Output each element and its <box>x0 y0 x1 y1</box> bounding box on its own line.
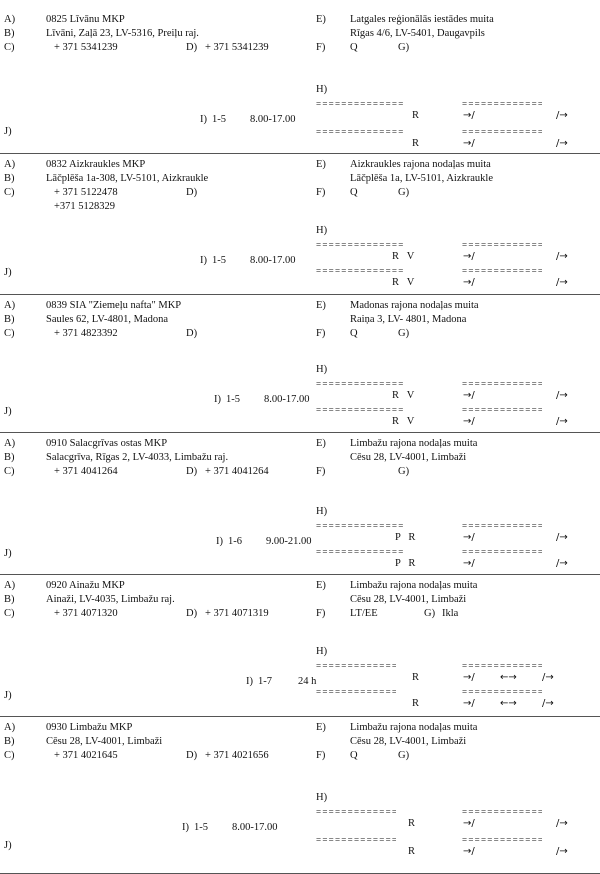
label-g: G) <box>398 42 410 53</box>
g-value: Ikla <box>442 608 459 619</box>
label-b: B) <box>4 314 15 325</box>
checkpoint-name: 0839 SIA "Ziemeļu nafta" MKP <box>46 300 182 311</box>
label-e: E) <box>316 722 326 733</box>
separator-line: = = = = = = = = = = = = = <box>316 836 397 844</box>
traffic-codes: R V <box>392 251 415 262</box>
arrow-out-icon: /→ <box>556 416 568 427</box>
label-i: I) <box>214 394 221 405</box>
traffic-codes: R V <box>392 390 415 401</box>
separator-line: = = = = = = = = = = = = = <box>462 100 543 108</box>
checkpoint-name: 0825 Līvānu MKP <box>46 14 125 25</box>
label-c: C) <box>4 42 15 53</box>
label-a: A) <box>4 438 16 449</box>
working-hours: 8.00-17.00 <box>264 394 310 405</box>
checkpoint-entry <box>0 8 600 154</box>
separator-line: = = = = = = = = = = = = = <box>462 662 543 670</box>
checkpoint-address: Salacgrīva, Rīgas 2, LV-4033, Limbažu raj. <box>46 452 229 463</box>
arrow-in-icon: →/ <box>463 818 475 829</box>
f-value: Q <box>350 750 358 761</box>
separator-line: = = = = = = = = = = = = = = <box>316 128 403 136</box>
fax: + 371 5341239 <box>205 42 269 53</box>
separator-line: = = = = = = = = = = = = = = <box>316 267 403 275</box>
checkpoint-entry <box>0 574 600 717</box>
customs-office-name: Aizkraukles rajona nodaļas muita <box>350 159 491 170</box>
arrow-both-icon: ←→ <box>500 698 517 709</box>
label-g: G) <box>424 608 436 619</box>
label-b: B) <box>4 173 15 184</box>
traffic-codes: R <box>408 818 416 829</box>
working-days: 1-6 <box>228 536 242 547</box>
label-c: C) <box>4 187 15 198</box>
separator-line: = = = = = = = = = = = = = = <box>316 241 403 249</box>
customs-office-address: Cēsu 28, LV-4001, Limbaži <box>350 594 467 605</box>
working-days: 1-7 <box>258 676 272 687</box>
separator-line: = = = = = = = = = = = = = <box>316 662 397 670</box>
arrow-in-icon: →/ <box>463 277 475 288</box>
arrow-out-icon: /→ <box>556 818 568 829</box>
separator-line: = = = = = = = = = = = = = <box>462 548 543 556</box>
phone: + 371 5341239 <box>54 42 118 53</box>
fax: + 371 4041264 <box>205 466 269 477</box>
customs-office-address: Lāčplēša 1a, LV-5101, Aizkraukle <box>350 173 493 184</box>
label-d: D) <box>186 42 198 53</box>
working-hours: 8.00-17.00 <box>232 822 278 833</box>
separator-line: = = = = = = = = = = = = = = <box>316 522 403 530</box>
customs-office-address: Cēsu 28, LV-4001, Limbaži <box>350 452 467 463</box>
label-j: J) <box>4 126 12 137</box>
f-value: Q <box>350 328 358 339</box>
customs-office-address: Cēsu 28, LV-4001, Limbaži <box>350 736 467 747</box>
arrow-out-icon: /→ <box>556 558 568 569</box>
arrow-in-icon: →/ <box>463 698 475 709</box>
checkpoint-name: 0930 Limbažu MKP <box>46 722 133 733</box>
separator-line: = = = = = = = = = = = = = <box>462 380 543 388</box>
checkpoint-address: Lāčplēša 1a-308, LV-5101, Aizkraukle <box>46 173 209 184</box>
working-hours: 8.00-17.00 <box>250 255 296 266</box>
phone-secondary: +371 5128329 <box>54 201 116 212</box>
label-j: J) <box>4 690 12 701</box>
customs-office-address: Rīgas 4/6, LV-5401, Daugavpils <box>350 28 485 39</box>
label-g: G) <box>398 750 410 761</box>
label-e: E) <box>316 438 326 449</box>
working-hours: 9.00-21.00 <box>266 536 312 547</box>
label-i: I) <box>246 676 253 687</box>
label-g: G) <box>398 466 410 477</box>
checkpoint-address: Līvāni, Zaļā 23, LV-5316, Preiļu raj. <box>46 28 199 39</box>
label-e: E) <box>316 159 326 170</box>
label-f: F) <box>316 328 326 339</box>
checkpoint-address: Ainaži, LV-4035, Limbažu raj. <box>46 594 175 605</box>
checkpoint-entry <box>0 432 600 575</box>
customs-office-name: Limbažu rajona nodaļas muita <box>350 580 478 591</box>
separator-line: = = = = = = = = = = = = = = <box>316 548 403 556</box>
phone: + 371 5122478 <box>54 187 118 198</box>
checkpoint-name: 0832 Aizkraukles MKP <box>46 159 146 170</box>
arrow-in-icon: →/ <box>463 138 475 149</box>
separator-line: = = = = = = = = = = = = = <box>316 688 397 696</box>
label-h: H) <box>316 506 328 517</box>
label-e: E) <box>316 14 326 25</box>
label-e: E) <box>316 580 326 591</box>
label-a: A) <box>4 300 16 311</box>
label-d: D) <box>186 187 198 198</box>
label-j: J) <box>4 267 12 278</box>
label-a: A) <box>4 722 16 733</box>
separator-line: = = = = = = = = = = = = = = <box>316 406 403 414</box>
arrow-in-icon: →/ <box>463 110 475 121</box>
label-a: A) <box>4 580 16 591</box>
label-d: D) <box>186 750 198 761</box>
label-b: B) <box>4 452 15 463</box>
checkpoint-address: Saules 62, LV-4801, Madona <box>46 314 169 325</box>
arrow-out-icon: /→ <box>556 277 568 288</box>
label-f: F) <box>316 466 326 477</box>
traffic-codes: R <box>412 138 420 149</box>
arrow-out-icon: /→ <box>556 110 568 121</box>
arrow-in-icon: →/ <box>463 390 475 401</box>
arrow-both-icon: ←→ <box>500 672 517 683</box>
f-value: LT/EE <box>350 608 378 619</box>
separator-line: = = = = = = = = = = = = = <box>462 688 543 696</box>
separator-line: = = = = = = = = = = = = = <box>316 808 397 816</box>
label-f: F) <box>316 42 326 53</box>
arrow-in-icon: →/ <box>463 416 475 427</box>
separator-line: = = = = = = = = = = = = = = <box>316 380 403 388</box>
label-h: H) <box>316 646 328 657</box>
separator-line: = = = = = = = = = = = = = <box>462 128 543 136</box>
checkpoint-entry <box>0 153 600 295</box>
arrow-in-icon: →/ <box>463 672 475 683</box>
checkpoint-entry <box>0 716 600 874</box>
arrow-out-icon: /→ <box>556 138 568 149</box>
label-c: C) <box>4 750 15 761</box>
arrow-out-icon: /→ <box>556 390 568 401</box>
label-g: G) <box>398 328 410 339</box>
label-c: C) <box>4 328 15 339</box>
traffic-codes: R <box>412 698 420 709</box>
working-days: 1-5 <box>212 255 226 266</box>
phone: + 371 4021645 <box>54 750 118 761</box>
working-hours: 24 h <box>298 676 317 687</box>
checkpoint-address: Cēsu 28, LV-4001, Limbaži <box>46 736 163 747</box>
label-h: H) <box>316 225 328 236</box>
fax: + 371 4071319 <box>205 608 269 619</box>
customs-office-name: Limbažu rajona nodaļas muita <box>350 722 478 733</box>
separator-line: = = = = = = = = = = = = = <box>462 406 543 414</box>
separator-line: = = = = = = = = = = = = = <box>462 241 543 249</box>
working-days: 1-5 <box>194 822 208 833</box>
traffic-codes: R <box>408 846 416 857</box>
label-j: J) <box>4 406 12 417</box>
checkpoint-name: 0920 Ainažu MKP <box>46 580 125 591</box>
phone: + 371 4041264 <box>54 466 118 477</box>
label-h: H) <box>316 792 328 803</box>
arrow-out-icon: /→ <box>556 846 568 857</box>
phone: + 371 4071320 <box>54 608 118 619</box>
arrow-out-icon: /→ <box>542 672 554 683</box>
traffic-codes: R <box>412 110 420 121</box>
traffic-codes: R V <box>392 277 415 288</box>
checkpoint-name: 0910 Salacgrīvas ostas MKP <box>46 438 168 449</box>
traffic-codes: R V <box>392 416 415 427</box>
traffic-codes: P R <box>395 558 416 569</box>
separator-line: = = = = = = = = = = = = = <box>462 522 543 530</box>
arrow-out-icon: /→ <box>556 532 568 543</box>
label-h: H) <box>316 84 328 95</box>
checkpoint-entry <box>0 294 600 433</box>
separator-line: = = = = = = = = = = = = = = <box>316 100 403 108</box>
separator-line: = = = = = = = = = = = = = <box>462 836 543 844</box>
arrow-in-icon: →/ <box>463 251 475 262</box>
label-f: F) <box>316 608 326 619</box>
label-a: A) <box>4 14 16 25</box>
label-b: B) <box>4 594 15 605</box>
label-b: B) <box>4 28 15 39</box>
fax: + 371 4021656 <box>205 750 269 761</box>
label-h: H) <box>316 364 328 375</box>
label-d: D) <box>186 328 198 339</box>
arrow-in-icon: →/ <box>463 558 475 569</box>
customs-office-address: Raiņa 3, LV- 4801, Madona <box>350 314 467 325</box>
traffic-codes: R <box>412 672 420 683</box>
traffic-codes: P R <box>395 532 416 543</box>
working-days: 1-5 <box>226 394 240 405</box>
arrow-in-icon: →/ <box>463 846 475 857</box>
arrow-in-icon: →/ <box>463 532 475 543</box>
working-days: 1-5 <box>212 114 226 125</box>
f-value: Q <box>350 187 358 198</box>
label-f: F) <box>316 750 326 761</box>
label-j: J) <box>4 548 12 559</box>
label-i: I) <box>216 536 223 547</box>
label-f: F) <box>316 187 326 198</box>
label-e: E) <box>316 300 326 311</box>
label-d: D) <box>186 608 198 619</box>
label-d: D) <box>186 466 198 477</box>
label-c: C) <box>4 608 15 619</box>
separator-line: = = = = = = = = = = = = = <box>462 808 543 816</box>
label-c: C) <box>4 466 15 477</box>
label-i: I) <box>200 255 207 266</box>
label-j: J) <box>4 840 12 851</box>
label-i: I) <box>200 114 207 125</box>
label-i: I) <box>182 822 189 833</box>
customs-office-name: Limbažu rajona nodaļas muita <box>350 438 478 449</box>
label-a: A) <box>4 159 16 170</box>
label-b: B) <box>4 736 15 747</box>
customs-office-name: Madonas rajona nodaļas muita <box>350 300 479 311</box>
working-hours: 8.00-17.00 <box>250 114 296 125</box>
label-g: G) <box>398 187 410 198</box>
f-value: Q <box>350 42 358 53</box>
arrow-out-icon: /→ <box>556 251 568 262</box>
arrow-out-icon: /→ <box>542 698 554 709</box>
phone: + 371 4823392 <box>54 328 118 339</box>
customs-office-name: Latgales reģionālās iestādes muita <box>350 14 494 25</box>
separator-line: = = = = = = = = = = = = = <box>462 267 543 275</box>
